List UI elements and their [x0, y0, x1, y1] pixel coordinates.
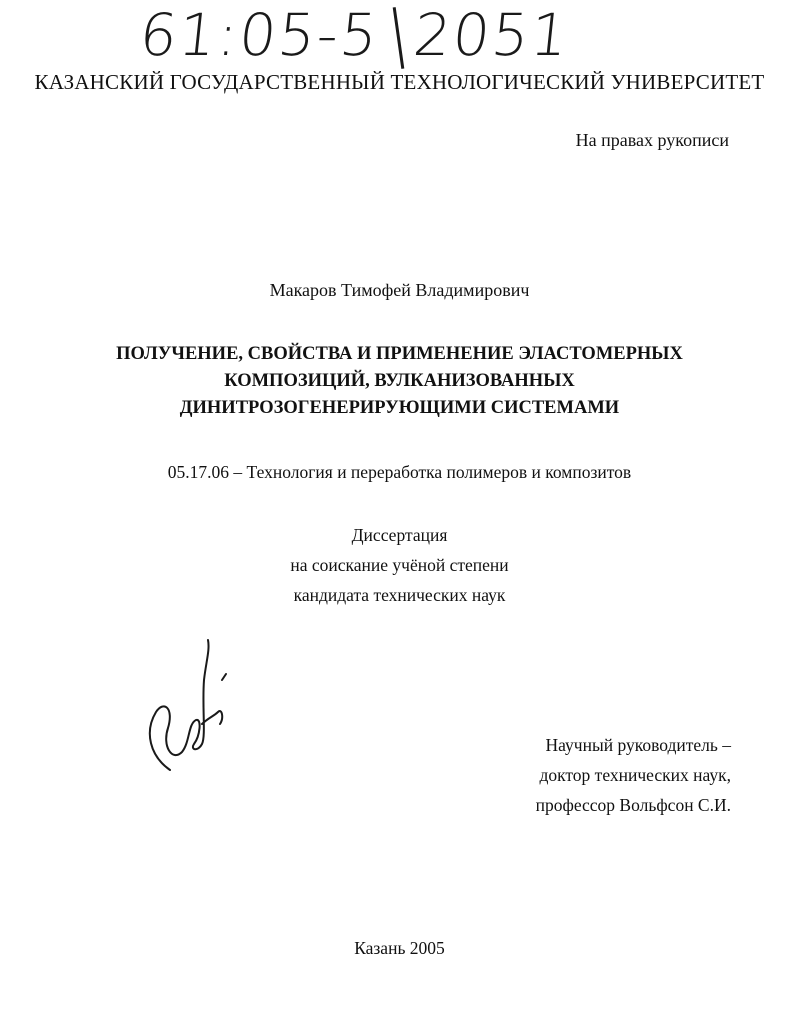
title-line-3: ДИНИТРОЗОГЕНЕРИРУЮЩИМИ СИСТЕМАМИ: [179, 398, 620, 418]
archive-code-separator: [393, 7, 405, 69]
supervisor-line-1: Научный руководитель –: [545, 735, 731, 755]
degree-line-1: Диссертация: [351, 525, 448, 545]
degree-statement: [0, 520, 799, 610]
city-year: Казань 2005: [354, 938, 445, 958]
specialty-code: 05.17.06 – Технология и переработка полимеров и композитов: [167, 462, 632, 482]
degree-line-3: кандидата технических наук: [293, 585, 506, 605]
title-line-1: ПОЛУЧЕНИЕ, СВОЙСТВА И ПРИМЕНЕНИЕ ЭЛАСТОМЕРНЫХ: [116, 344, 683, 364]
university-name: КАЗАНСКИЙ ГОСУДАРСТВЕННЫЙ ТЕХНОЛОГИЧЕСКИЙ УНИВЕРСИТЕТ: [34, 70, 765, 94]
dissertation-title: [0, 341, 799, 422]
handwritten-archive-code: [136, 0, 610, 80]
title-line-2: КОМПОЗИЦИЙ, ВУЛКАНИЗОВАННЫХ: [224, 371, 575, 391]
supervisor-line-3: профессор Вольфсон С.И.: [535, 795, 731, 815]
archive-code-part1: 61:05-5: [136, 1, 383, 69]
scientific-supervisor: [536, 730, 731, 820]
supervisor-line-2: доктор технических наук,: [539, 765, 731, 785]
author-name: Макаров Тимофей Владимирович: [269, 280, 530, 300]
degree-line-2: на соискание учёной степени: [290, 555, 509, 575]
archive-code-part2: 2051: [410, 1, 574, 69]
manuscript-rights: На правах рукописи: [575, 130, 729, 150]
handwritten-signature: [140, 628, 230, 778]
